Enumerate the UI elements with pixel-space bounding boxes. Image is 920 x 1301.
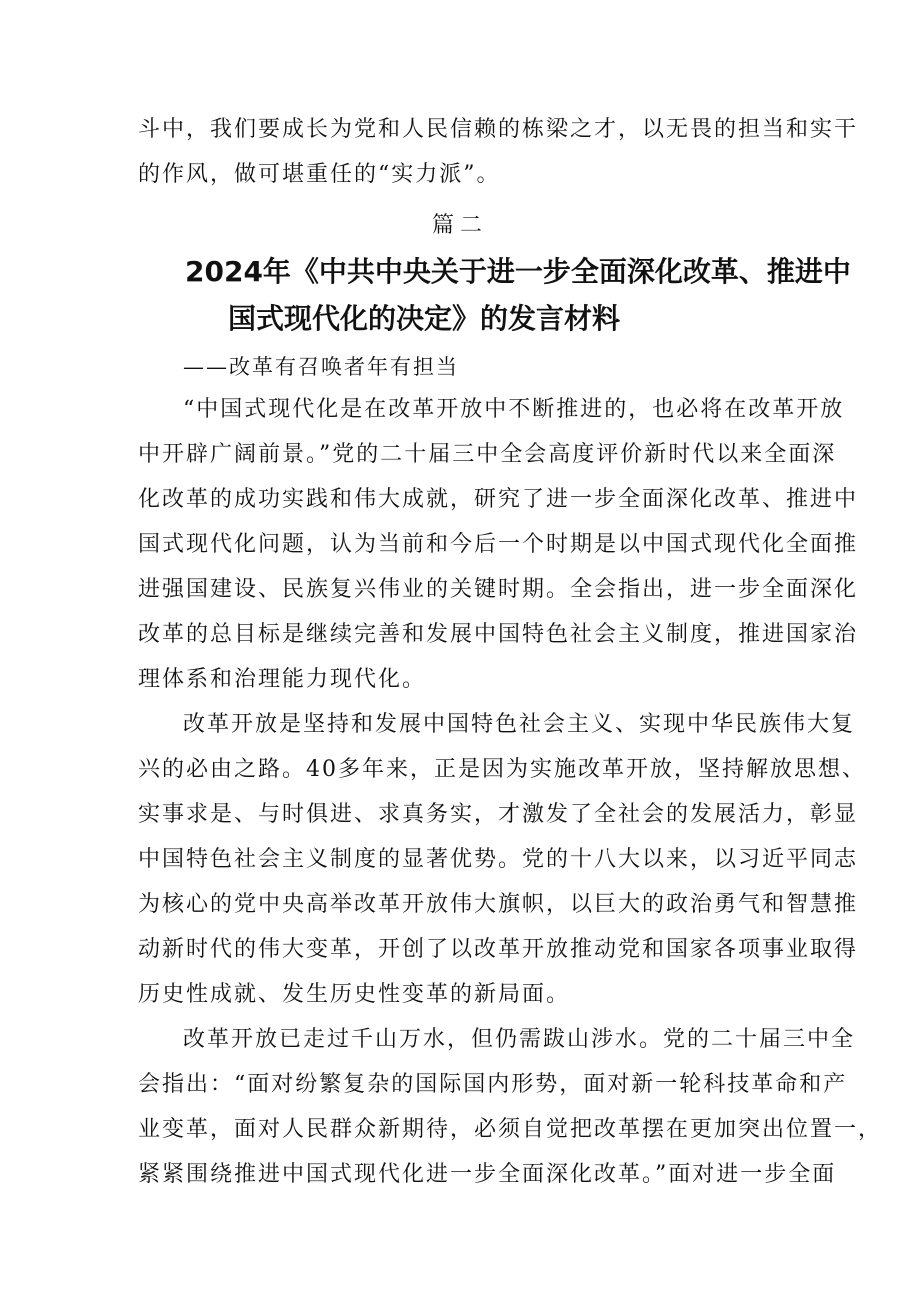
document-title-line-2: 国式现代化的决定》的发言材料 [228,302,621,335]
paragraph-line: 理体系和治理能力现代化。 [138,667,427,692]
paragraph-line: 改革开放是坚持和发展中国特色社会主义、实现中华民族伟大复 [183,712,856,737]
paragraph-line: 动新时代的伟大变革，开创了以改革开放推动党和国家各项事业取得 [138,937,859,962]
paragraph-line: 进强国建设、民族复兴伟业的关键时期。全会指出，进一步全面深化 [138,577,859,602]
paragraph-line: 业变革，面对人民群众新期待，必须自觉把改革摆在更加突出位置一， [138,1117,883,1142]
paragraph-line: 实事求是、与时俱进、求真务实，才激发了全社会的发展活力，彰显 [138,802,859,827]
paragraph-line: 的作风，做可堪重任的“实力派”。 [138,162,501,187]
paragraph-line: 改革开放已走过千山万水，但仍需跋山涉水。党的二十届三中全 [183,1027,856,1052]
document-subtitle: ——改革有召唤者年有担当 [183,355,459,379]
section-label: 篇二 [431,213,488,238]
paragraph-line: 化改革的成功实践和伟大成就，研究了进一步全面深化改革、推进中 [138,487,859,512]
paragraph-line: 改革的总目标是继续完善和发展中国特色社会主义制度，推进国家治 [138,622,859,647]
paragraph-line: 中开辟广阔前景。”党的二十届三中全会高度评价新时代以来全面深 [138,442,837,467]
document-title-line-1: 2024年《中共中央关于进一步全面深化改革、推进中 [185,255,851,288]
paragraph-line: 会指出：“面对纷繁复杂的国际国内形势，面对新一轮科技革命和产 [138,1072,848,1097]
paragraph-line: “中国式现代化是在改革开放中不断推进的，也必将在改革开放 [183,397,845,422]
paragraph-line: 斗中，我们要成长为党和人民信赖的栋梁之才，以无畏的担当和实干 [138,117,859,142]
paragraph-line: 紧紧围绕推进中国式现代化进一步全面深化改革。”面对进一步全面 [138,1162,837,1187]
paragraph-line: 国式现代化问题，认为当前和今后一个时期是以中国式现代化全面推 [138,532,859,557]
paragraph-line: 中国特色社会主义制度的显著优势。党的十八大以来，以习近平同志 [138,847,859,872]
paragraph-line: 历史性成就、发生历史性变革的新局面。 [138,982,571,1007]
paragraph-line: 兴的必由之路。40多年来，正是因为实施改革开放，坚持解放思想、 [138,757,866,782]
paragraph-line: 为核心的党中央高举改革开放伟大旗帜，以巨大的政治勇气和智慧推 [138,892,859,917]
